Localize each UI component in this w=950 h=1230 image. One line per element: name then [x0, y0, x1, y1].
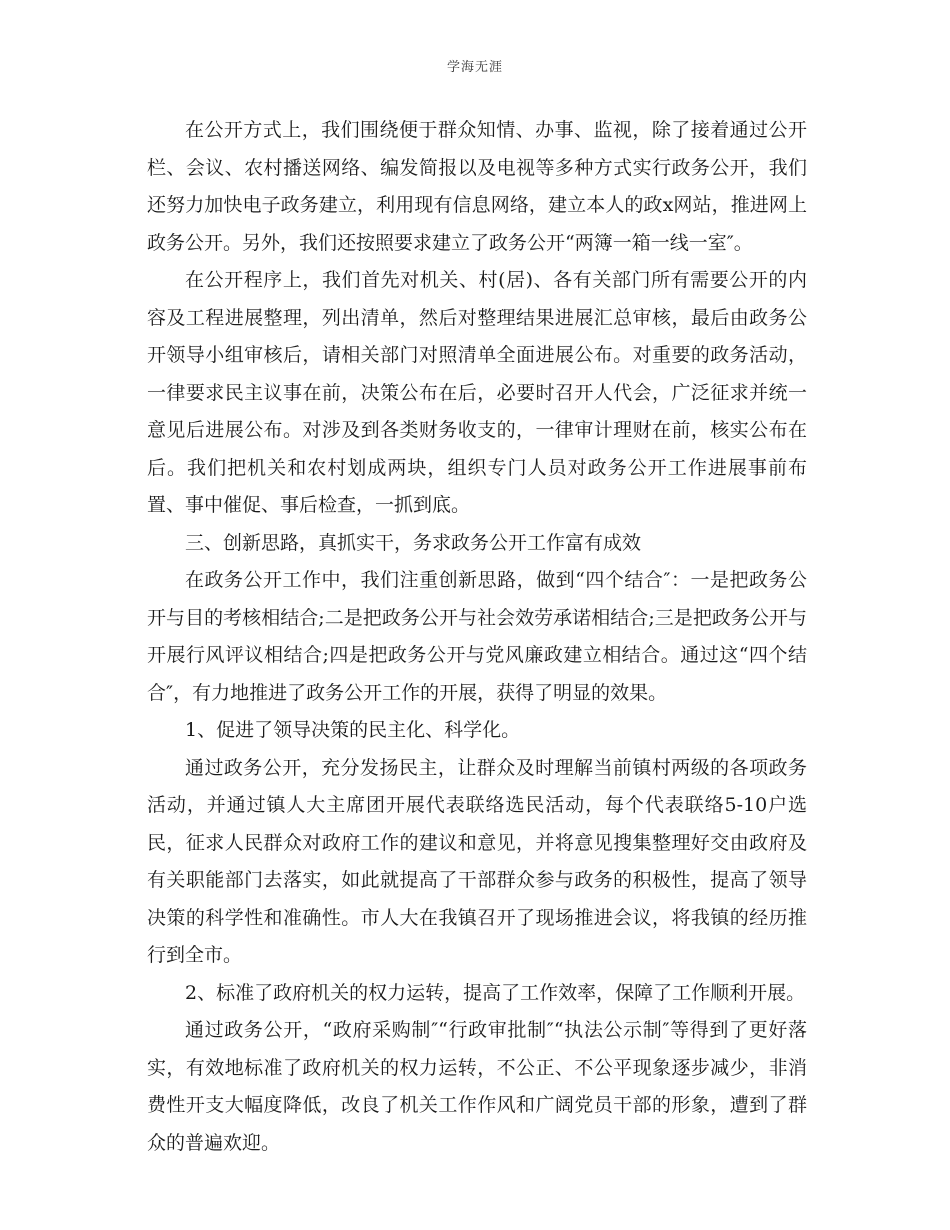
- paragraph-democratic-decisions: 通过政务公开，充分发扬民主，让群众及时理解当前镇村两级的各项政务活动，并通过镇人大主席团开展代表联络选民活动，每个代表联络5-10户选民，征求人民群众对政府工作的建议和意见，并将意见搜集整理好交由政府及有关职能部门去落实，如此就提高了干部群众参与政务的积极性，提高了领导决策的科学性和准确性。市人大在我镇召开了现场推进会议，将我镇的经历推行到全市。: [147, 756, 807, 966]
- page-header: 学海无涯: [446, 60, 503, 75]
- subheading-democratic-decisions: 1、促进了领导决策的民主化、科学化。: [185, 719, 521, 741]
- paragraph-disclosure-methods: 在公开方式上，我们围绕便于群众知情、办事、监视，除了接着通过公开栏、会议、农村播送网络、编发简报以及电视等多种方式实行政务公开，我们还努力加快电子政务建立，利用现有信息网络，建立本人的政x网站，推进网上政务公开。另外，我们还按照要求建立了政务公开“两簿一箱一线一室″。: [147, 119, 807, 254]
- paragraph-power-operation: 通过政务公开，“政府采购制″“行政审批制″“执法公示制″等得到了更好落实，有效地标准了政府机关的权力运转，不公正、不公平现象逐步减少，非消费性开支大幅度降低，改良了机关工作作风和广阔党员干部的形象，遭到了群众的普遍欢迎。: [147, 1019, 807, 1154]
- subheading-power-operation: 2、标准了政府机关的权力运转，提高了工作效率，保障了工作顺利开展。: [185, 981, 806, 1004]
- paragraph-four-combinations: 在政务公开工作中，我们注重创新思路，做到“四个结合″：一是把政务公开与目的考核相结合;二是把政务公开与社会效劳承诺相结合;三是把政务公开与开展行风评议相结合;四是把政务公开与党风廉政建立相结合。通过这“四个结合″，有力地推进了政务公开工作的开展，获得了明显的效果。: [147, 569, 807, 704]
- paragraph-disclosure-procedures: 在公开程序上，我们首先对机关、村(居)、各有关部门所有需要公开的内容及工程进展整理，列出清单，然后对整理结果进展汇总审核，最后由政务公开领导小组审核后，请相关部门对照清单全面进展公布。对重要的政务活动，一律要求民主议事在前，决策公布在后，必要时召开人代会，广泛征求并统一意见后进展公布。对涉及到各类财务收支的，一律审计理财在前，核实公布在后。我们把机关和农村划成两块，组织专门人员对政务公开工作进展事前布置、事中催促、事后检查，一抓到底。: [147, 269, 807, 516]
- section-heading-innovation: 三、创新思路，真抓实干，务求政务公开工作富有成效: [185, 531, 642, 554]
- document-body: [147, 112, 807, 1162]
